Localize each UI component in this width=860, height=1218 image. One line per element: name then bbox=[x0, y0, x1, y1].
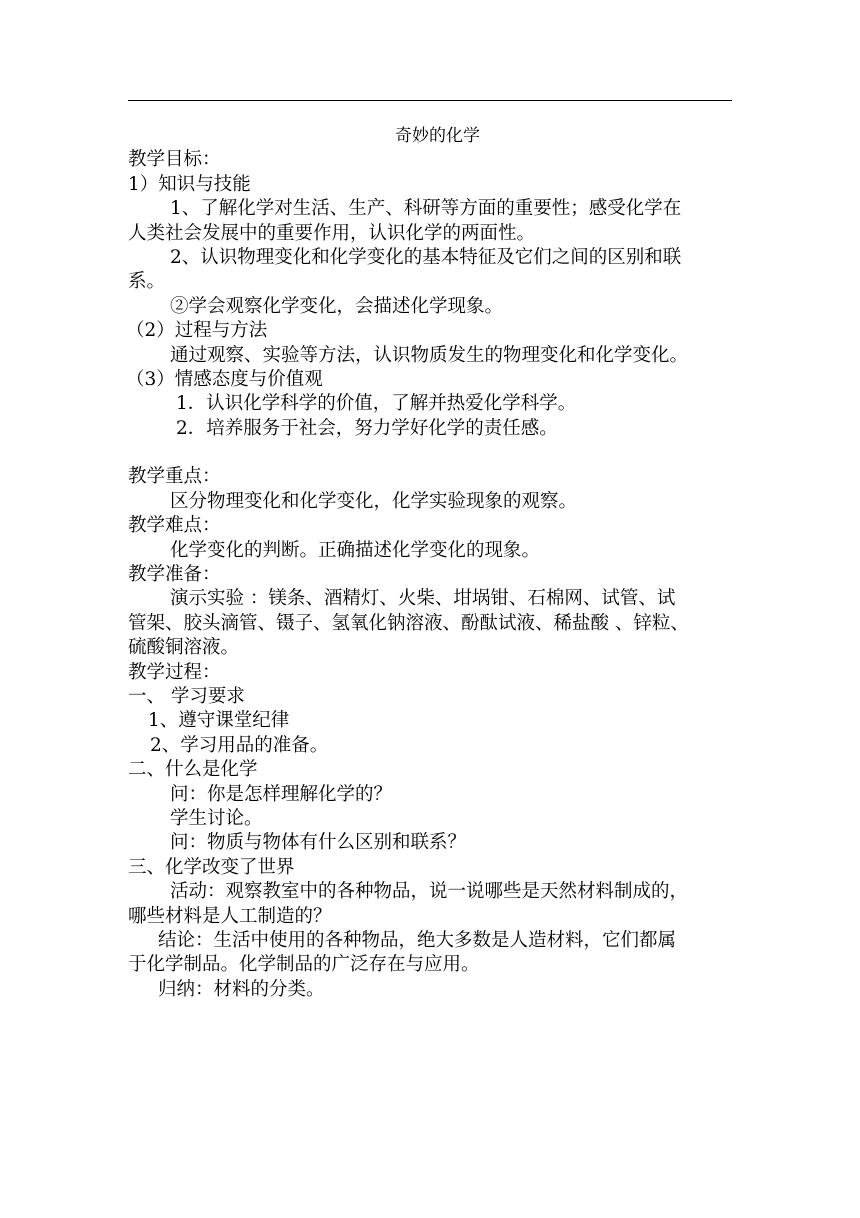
process-method-text: 通过观察、实验等方法，认识物质发生的物理变化和化学变化。 bbox=[170, 344, 689, 366]
header-rule bbox=[128, 100, 732, 101]
attitude-item-2: 2．培养服务于社会，努力学好化学的责任感。 bbox=[176, 417, 558, 439]
section-2-heading: 二、什么是化学 bbox=[128, 759, 258, 781]
section-2-question-2: 问：物质与物体有什么区别和联系？ bbox=[170, 832, 467, 854]
preparation-line-1: 演示实验 ：镁条、酒精灯、火柴、坩埚钳、石棉网、试管、试 bbox=[170, 588, 676, 610]
preparation-line-2: 管架、胶头滴管、镊子、氢氧化钠溶液、酚酞试液、稀盐酸 、锌粒、 bbox=[128, 612, 689, 634]
difficulty-heading: 教学难点： bbox=[128, 515, 221, 537]
attitude-item-1: 1．认识化学科学的价值，了解并热爱化学科学。 bbox=[176, 393, 577, 415]
preparation-heading: 教学准备： bbox=[128, 564, 221, 586]
document-body bbox=[128, 124, 733, 1002]
section-3-activity-line-2: 哪些材料是人工制造的？ bbox=[128, 905, 332, 927]
key-points-text: 区分物理变化和化学变化，化学实验现象的观察。 bbox=[170, 490, 578, 512]
section-1-item-1: 1、遵守课堂纪律 bbox=[148, 710, 290, 732]
section-2-discussion: 学生讨论。 bbox=[170, 807, 263, 829]
section-3-conclusion-line-2: 于化学制品。化学制品的广泛存在与应用。 bbox=[128, 954, 480, 976]
section-2-question-1: 问：你是怎样理解化学的？ bbox=[170, 783, 393, 805]
knowledge-heading: 1）知识与技能 bbox=[128, 173, 251, 195]
section-3-summary: 归纳：材料的分类。 bbox=[158, 978, 325, 1000]
knowledge-item-1-line-2: 人类社会发展中的重要作用，认识化学的两面性。 bbox=[128, 222, 536, 244]
key-points-heading: 教学重点： bbox=[128, 466, 221, 488]
process-method-heading: （2）过程与方法 bbox=[126, 320, 268, 342]
section-1-item-2: 2、学习用品的准备。 bbox=[150, 734, 329, 756]
preparation-line-3: 硫酸铜溶液。 bbox=[128, 637, 240, 659]
goals-heading: 教学目标： bbox=[128, 149, 221, 171]
knowledge-item-2-line-2: 系。 bbox=[128, 271, 166, 293]
attitude-heading: （3）情感态度与价值观 bbox=[126, 368, 323, 390]
knowledge-item-2-line-1: 2、认识物理变化和化学变化的基本特征及它们之间的区别和联 bbox=[170, 246, 682, 268]
knowledge-item-3: ②学会观察化学变化，会描述化学现象。 bbox=[170, 295, 504, 317]
section-3-conclusion-line-1: 结论：生活中使用的各种物品，绝大多数是人造材料，它们都属 bbox=[158, 929, 677, 951]
blank-line bbox=[128, 441, 733, 465]
difficulty-text: 化学变化的判断。正确描述化学变化的现象。 bbox=[170, 539, 541, 561]
teaching-process-heading: 教学过程： bbox=[128, 661, 221, 683]
section-3-heading: 三、化学改变了世界 bbox=[128, 856, 295, 878]
section-1-heading: 一、 学习要求 bbox=[128, 685, 245, 707]
knowledge-item-1-line-1: 1、了解化学对生活、生产、科研等方面的重要性；感受化学在 bbox=[170, 198, 682, 220]
document-title: 奇妙的化学 bbox=[395, 126, 480, 146]
section-3-activity-line-1: 活动：观察教室中的各种物品，说一说哪些是天然材料制成的， bbox=[170, 881, 689, 903]
